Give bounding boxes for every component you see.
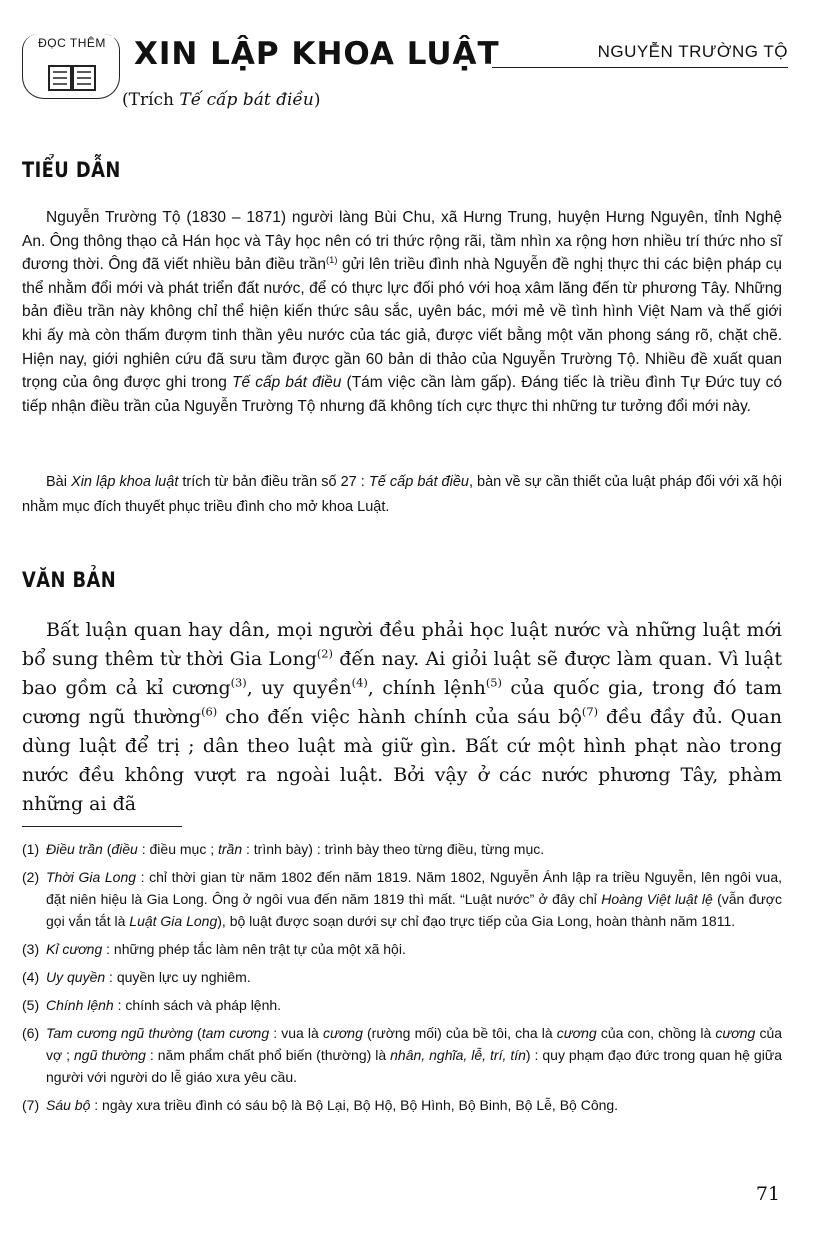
intro-heading: TIỂU DẪN — [22, 158, 121, 182]
intro-paragraph-2: Bài Xin lập khoa luật trích từ bản điều trần số 27 : Tế cấp bát điều, bàn về sự cần thiết của luật pháp đối với xã hội nhằm mục đích thuyết phục triều đình cho mở khoa Luật. — [22, 474, 782, 515]
footnote-2: (2) Thời Gia Long : chỉ thời gian từ năm 1802 đến năm 1819. Năm 1802, Nguyễn Ánh lập ra triều Nguyễn, lên ngôi vua, đặt niên hiệu là Gia Long. Ông ở ngôi vua đến năm 1819 thì mất. “Luật nước” ở đây chỉ Hoàng Việt luật lệ (vẫn được gọi vắn tắt là Luật Gia Long), bộ luật được soạn dưới sự chỉ đạo trực tiếp của Gia Long, hoàn thành năm 1811. — [22, 869, 782, 929]
main-text: Bất luận quan hay dân, mọi người đều phải học luật nước và những luật mới bổ sung thêm từ thời Gia Long$^{(2)}$ đến nay. Ai giỏi luật sẽ được làm quan. Vì luật bao gồm cả kỉ cương$^{(3)}$, uy quyền$^{(4)}$, chính lệnh$^{(5)}$ của quốc gia, trong đó tam cương ngũ thường$^{(6)}$ cho đến việc hành chính của sáu bộ$^{(7)}$ đều đầy đủ. Quan dùng luật để trị ; dân theo luật mà giữ gìn. Bất cứ một hình phạt nào trong nước đều không vượt ra ngoài luật. Bởi vậy ở các nước phương Tây, phàm những ai đã — [22, 619, 783, 815]
footnote-7: (7) Sáu bộ : ngày xưa triều đình có sáu bộ là Bộ Lại, Bộ Hộ, Bộ Hình, Bộ Binh, Bộ Lễ, Bộ Công. — [22, 1097, 619, 1113]
page-title: XIN LẬP KHOA LUẬT — [134, 36, 500, 72]
footnote-1: (1) Điều trần (điều : điều mục ; trần : trình bày) : trình bày theo từng điều, từng mục. — [22, 841, 545, 857]
intro-paragraph-1: Nguyễn Trường Tộ (1830 – 1871) người làng Bùi Chu, xã Hưng Trung, huyện Hưng Nguyên, tỉnh Nghệ An. Ông thông thạo cả Hán học và Tây học nên có tri thức rộng rãi, tầm nhìn xa rộng hơn nhiều trí thức nho sĩ đương thời. Ông đã viết nhiều bản điều trần$^{(1)}$ gửi lên triều đình nhà Nguyễn đề nghị thực thi các biện pháp cụ thể nhằm đổi mới và phát triển đất nước, để có thực lực đối phó với hoạ xâm lăng đến từ phương Tây. Những bản điều trần này không chỉ thể hiện kiến thức sâu sắc, uyên bác, mới mẻ về tình hình Việt Nam và thế giới khi ấy mà còn thấm đượm tinh thần yêu nước của tác giả, được viết bằng một văn phong sáng rõ, chặt chẽ. Hiện nay, giới nghiên cứu đã sưu tầm được gần 60 bản di thảo của Nguyễn Trường Tộ. Nhiều đề xuất quan trọng của ông được ghi trong Tế cấp bát điều (Tám việc cần làm gấp). Đáng tiếc là triều đình Tự Đức tuy có tiếp nhận điều trần của Nguyễn Trường Tộ nhưng đã không tích cực thực thi những tư tưởng đổi mới này. — [22, 209, 782, 415]
badge-label: ĐỌC THÊM — [30, 36, 114, 50]
footnote-6: (6) Tam cương ngũ thường (tam cương : vua là cương (rường mối) của bề tôi, cha là cương của con, chồng là cương của vợ ; ngũ thường : năm phẩm chất phổ biến (thường) là nhân, nghĩa, lễ, trí, tín) : quy phạm đạo đức trong quan hệ giữa người với người do lễ giáo xưa yêu cầu. — [22, 1025, 783, 1085]
main-text-heading: VĂN BẢN — [22, 568, 117, 592]
footnote-3: (3) Kỉ cương : những phép tắc làm nên trật tự của một xã hội. — [22, 941, 406, 957]
page-number: 71 — [755, 1183, 780, 1205]
book-icon — [47, 60, 97, 92]
footnotes — [22, 838, 782, 1122]
footnote-4: (4) Uy quyền : quyền lực uy nghiêm. — [22, 969, 251, 985]
author-name: NGUYỄN TRƯỜNG TỘ — [592, 42, 788, 62]
footnote-5: (5) Chính lệnh : chính sách và pháp lệnh. — [22, 997, 282, 1013]
title-rule — [492, 67, 788, 68]
footnote-rule — [22, 826, 182, 827]
subtitle: (Trích Tế cấp bát điều) — [122, 90, 321, 110]
